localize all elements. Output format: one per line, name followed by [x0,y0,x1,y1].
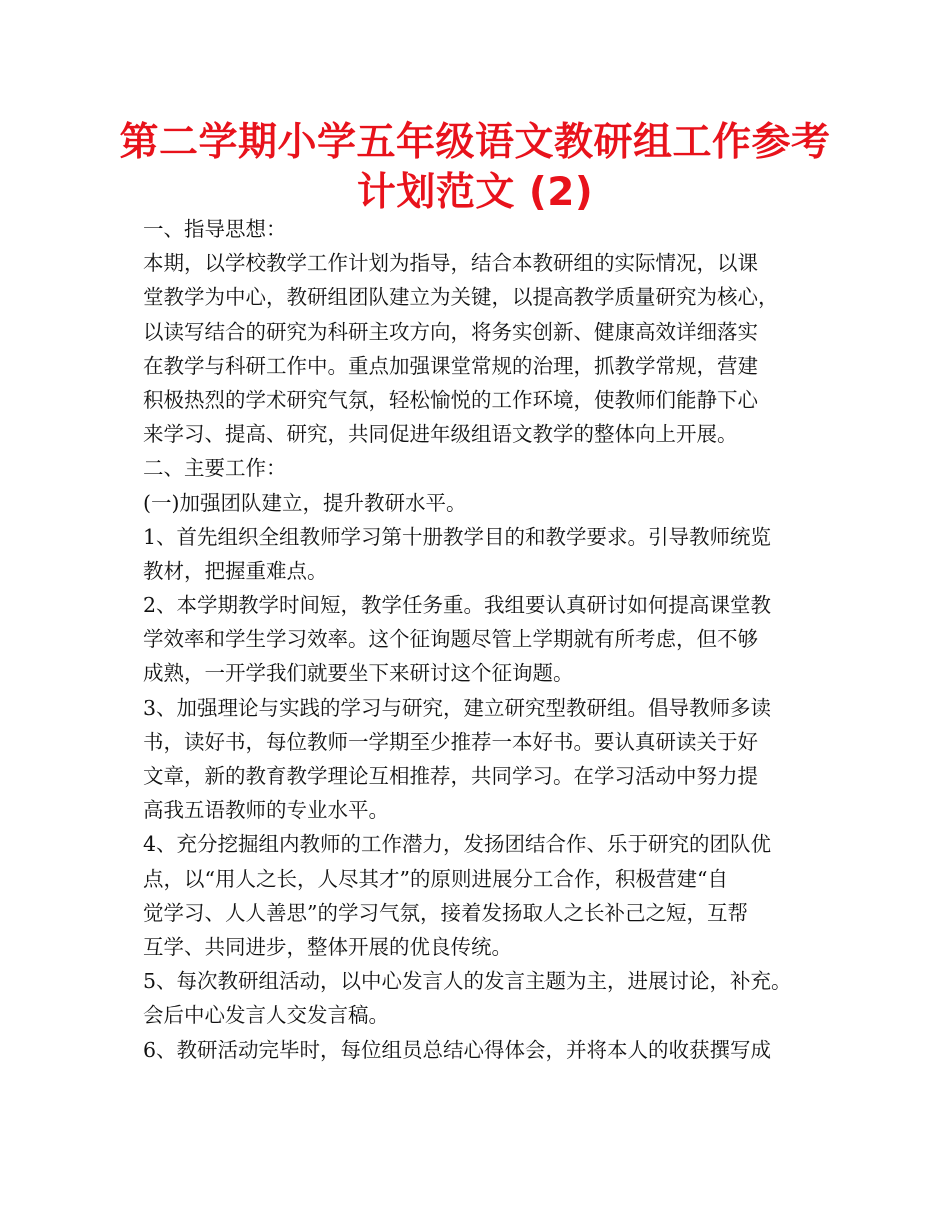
paragraph-line: 在教学与科研工作中。重点加强课堂常规的治理，抓教学常规，营建 [143,353,758,378]
title-line: 第二学期小学五年级语文教研组工作参考 [119,120,831,165]
list-item-line: 1、首先组织全组教师学习第十册教学目的和教学要求。引导教师统览 [143,524,772,549]
paragraph-line: 堂教学为中心，教研组团队建立为关键，以提高教学质量研究为核心， [143,285,779,310]
list-item-line: 2、本学期教学时间短，教学任务重。我组要认真研讨如何提高课堂教 [143,593,772,618]
list-item-line: 互学、共同进步，整体开展的优良传统。 [143,934,512,959]
document-title [100,118,850,218]
title-line: 计划范文 (2) [356,170,594,215]
list-item-line: 文章，新的教育教学理论互相推荐，共同学习。在学习活动中努力提 [143,764,758,788]
list-item-line: 3、加强理论与实践的学习与研究，建立研究型教研组。倡导教师多读 [143,695,772,720]
paragraph-line: 来学习、提高、研究，共同促进年级组语文教学的整体向上开展。 [143,422,738,447]
list-item-line: 教材，把握重难点。 [143,558,328,583]
subsection-heading: (一)加强团队建立，提升教研水平。 [143,490,467,515]
paragraph-line: 以读写结合的研究为科研主攻方向，将务实创新、健康高效详细落实 [143,319,758,344]
list-item-line: 书，读好书，每位教师一学期至少推荐一本好书。要认真研读关于好 [143,729,758,754]
list-item-line: 觉学习、人人善思”的学习气氛，接着发扬取人之长补己之短，互帮 [143,900,748,925]
list-item-line: 会后中心发言人交发言稿。 [143,1003,389,1028]
list-item-line: 高我五语教师的专业水平。 [143,798,389,823]
paragraph-line: 积极热烈的学术研究气氛，轻松愉悦的工作环境，使教师们能静下心 [143,387,758,412]
list-item-line: 点，以“用人之长，人尽其才”的原则进展分工合作，积极营建“自 [143,866,728,891]
list-item-line: 4、充分挖掘组内教师的工作潜力，发扬团结合作、乐于研究的团队优 [143,832,772,857]
list-item-line: 6、教研活动完毕时，每位组员总结心得体会，并将本人的收获撰写成 [143,1037,772,1062]
list-item-line: 5、每次教研组活动，以中心发言人的发言主题为主，进展讨论，补充。 [143,969,792,994]
list-item-line: 学效率和学生学习效率。这个征询题尽管上学期就有所考虑，但不够 [143,627,758,652]
section-heading: 二、主要工作： [143,456,287,481]
document-body [143,212,823,1067]
list-item-line: 成熟，一开学我们就要坐下来研讨这个征询题。 [143,661,574,686]
section-heading: 一、指导思想： [143,217,287,241]
paragraph-line: 本期，以学校教学工作计划为指导，结合本教研组的实际情况，以课 [143,251,758,276]
